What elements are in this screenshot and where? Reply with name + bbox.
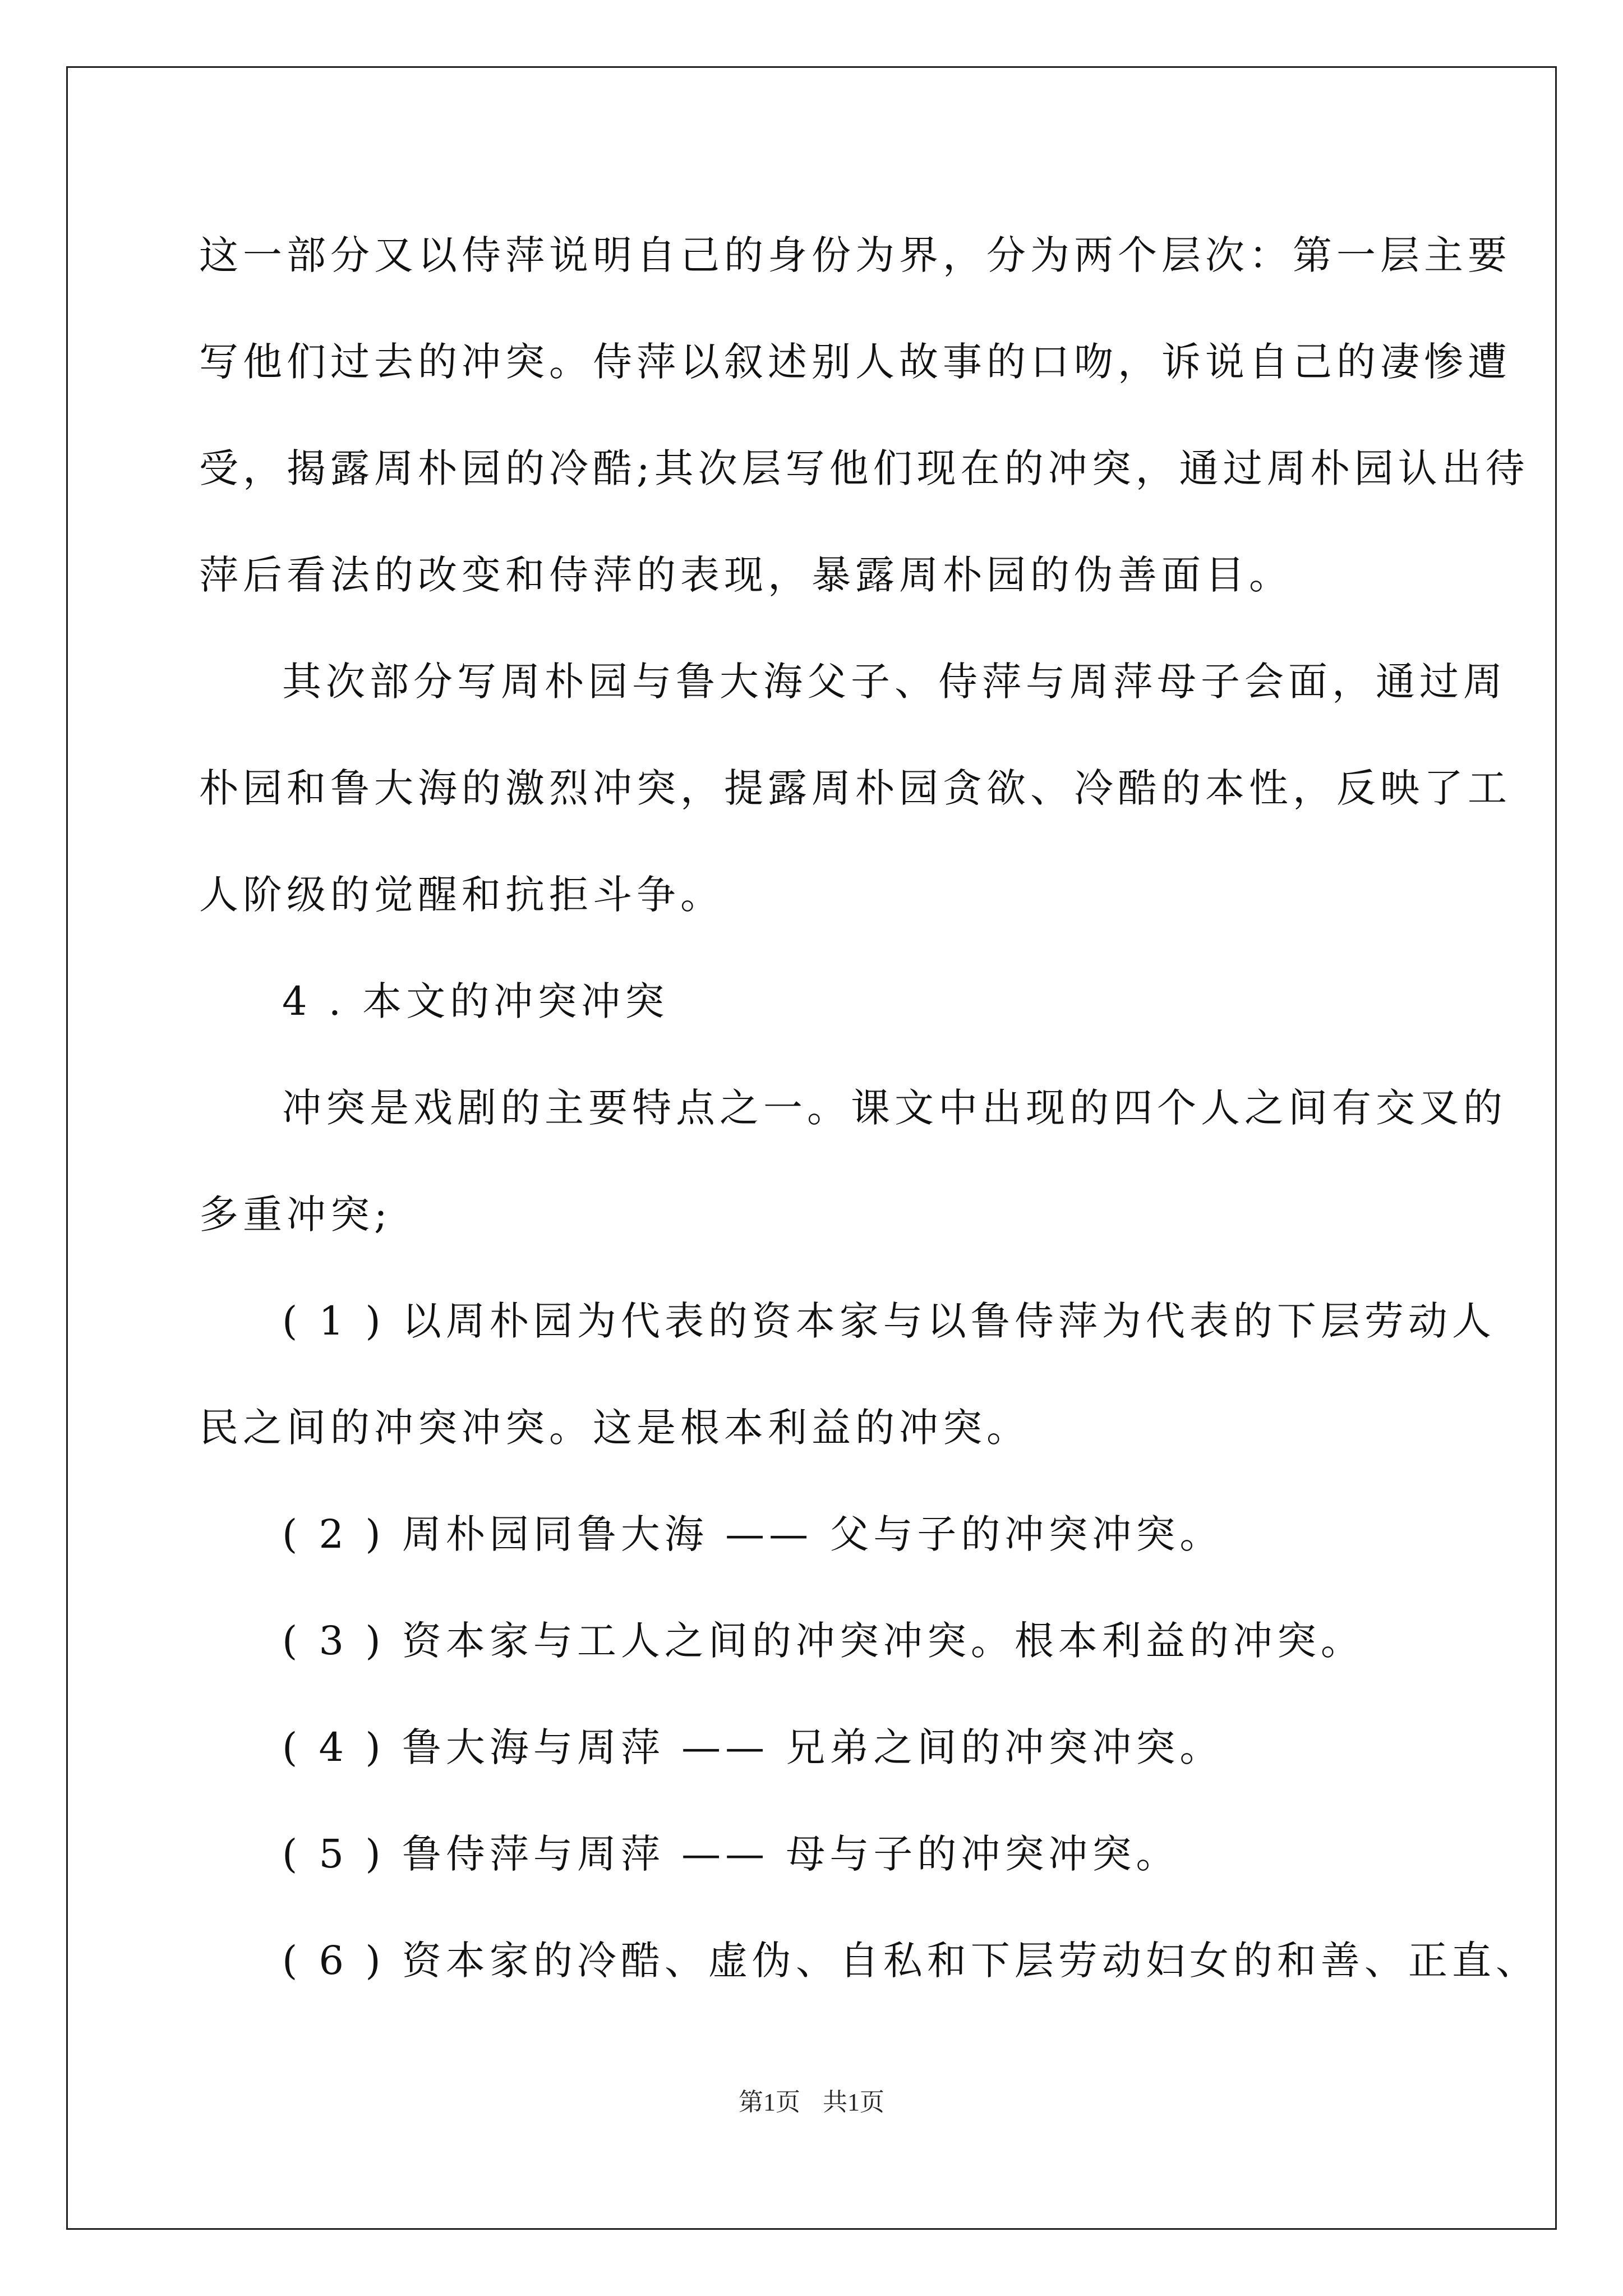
list-item: ( 2 ) 周朴园同鲁大海 —— 父与子的冲突冲突。 xyxy=(282,1511,1224,1557)
text-line: 人阶级的觉醒和抗拒斗争。 xyxy=(199,872,724,918)
text-line: 写他们过去的冲突。侍萍以叙述别人故事的口吻，诉说自己的凄惨遭 xyxy=(199,339,1511,385)
text-line: 这一部分又以侍萍说明自己的身份为界，分为两个层次：第一层主要 xyxy=(199,232,1511,278)
text-line: 冲突是戏剧的主要特点之一。课文中出现的四个人之间有交叉的 xyxy=(282,1085,1507,1131)
list-item: ( 4 ) 鲁大海与周萍 —— 兄弟之间的冲突冲突。 xyxy=(282,1724,1224,1770)
list-item: ( 3 ) 资本家与工人之间的冲突冲突。根本利益的冲突。 xyxy=(282,1618,1364,1664)
page-footer xyxy=(0,2086,1623,2119)
document-body xyxy=(199,202,1539,2014)
text-line: 其次部分写周朴园与鲁大海父子、侍萍与周萍母子会面，通过周 xyxy=(282,659,1507,705)
list-item: ( 1 ) 以周朴园为代表的资本家与以鲁侍萍为代表的下层劳动人 xyxy=(282,1298,1496,1344)
list-item: ( 6 ) 资本家的冷酷、虚伪、自私和下层劳动妇女的和善、正直、 xyxy=(282,1938,1539,1984)
text-line: 朴园和鲁大海的激烈冲突，提露周朴园贪欲、冷酷的本性，反映了工 xyxy=(199,765,1511,811)
list-item: ( 5 ) 鲁侍萍与周萍 —— 母与子的冲突冲突。 xyxy=(282,1831,1180,1877)
page-number-current: 第1页 xyxy=(739,2088,800,2116)
text-line: 受，揭露周朴园的冷酷;其次层写他们现在的冲突，通过周朴园认出待 xyxy=(199,445,1529,491)
text-line: 萍后看法的改变和侍萍的表现，暴露周朴园的伪善面目。 xyxy=(199,552,1293,598)
text-line: 多重冲突; xyxy=(199,1191,392,1237)
text-line: 民之间的冲突冲突。这是根本利益的冲突。 xyxy=(199,1405,1030,1451)
section-heading: 4 . 本文的冲突冲突 xyxy=(282,978,669,1024)
page-number-total: 共1页 xyxy=(823,2088,884,2116)
